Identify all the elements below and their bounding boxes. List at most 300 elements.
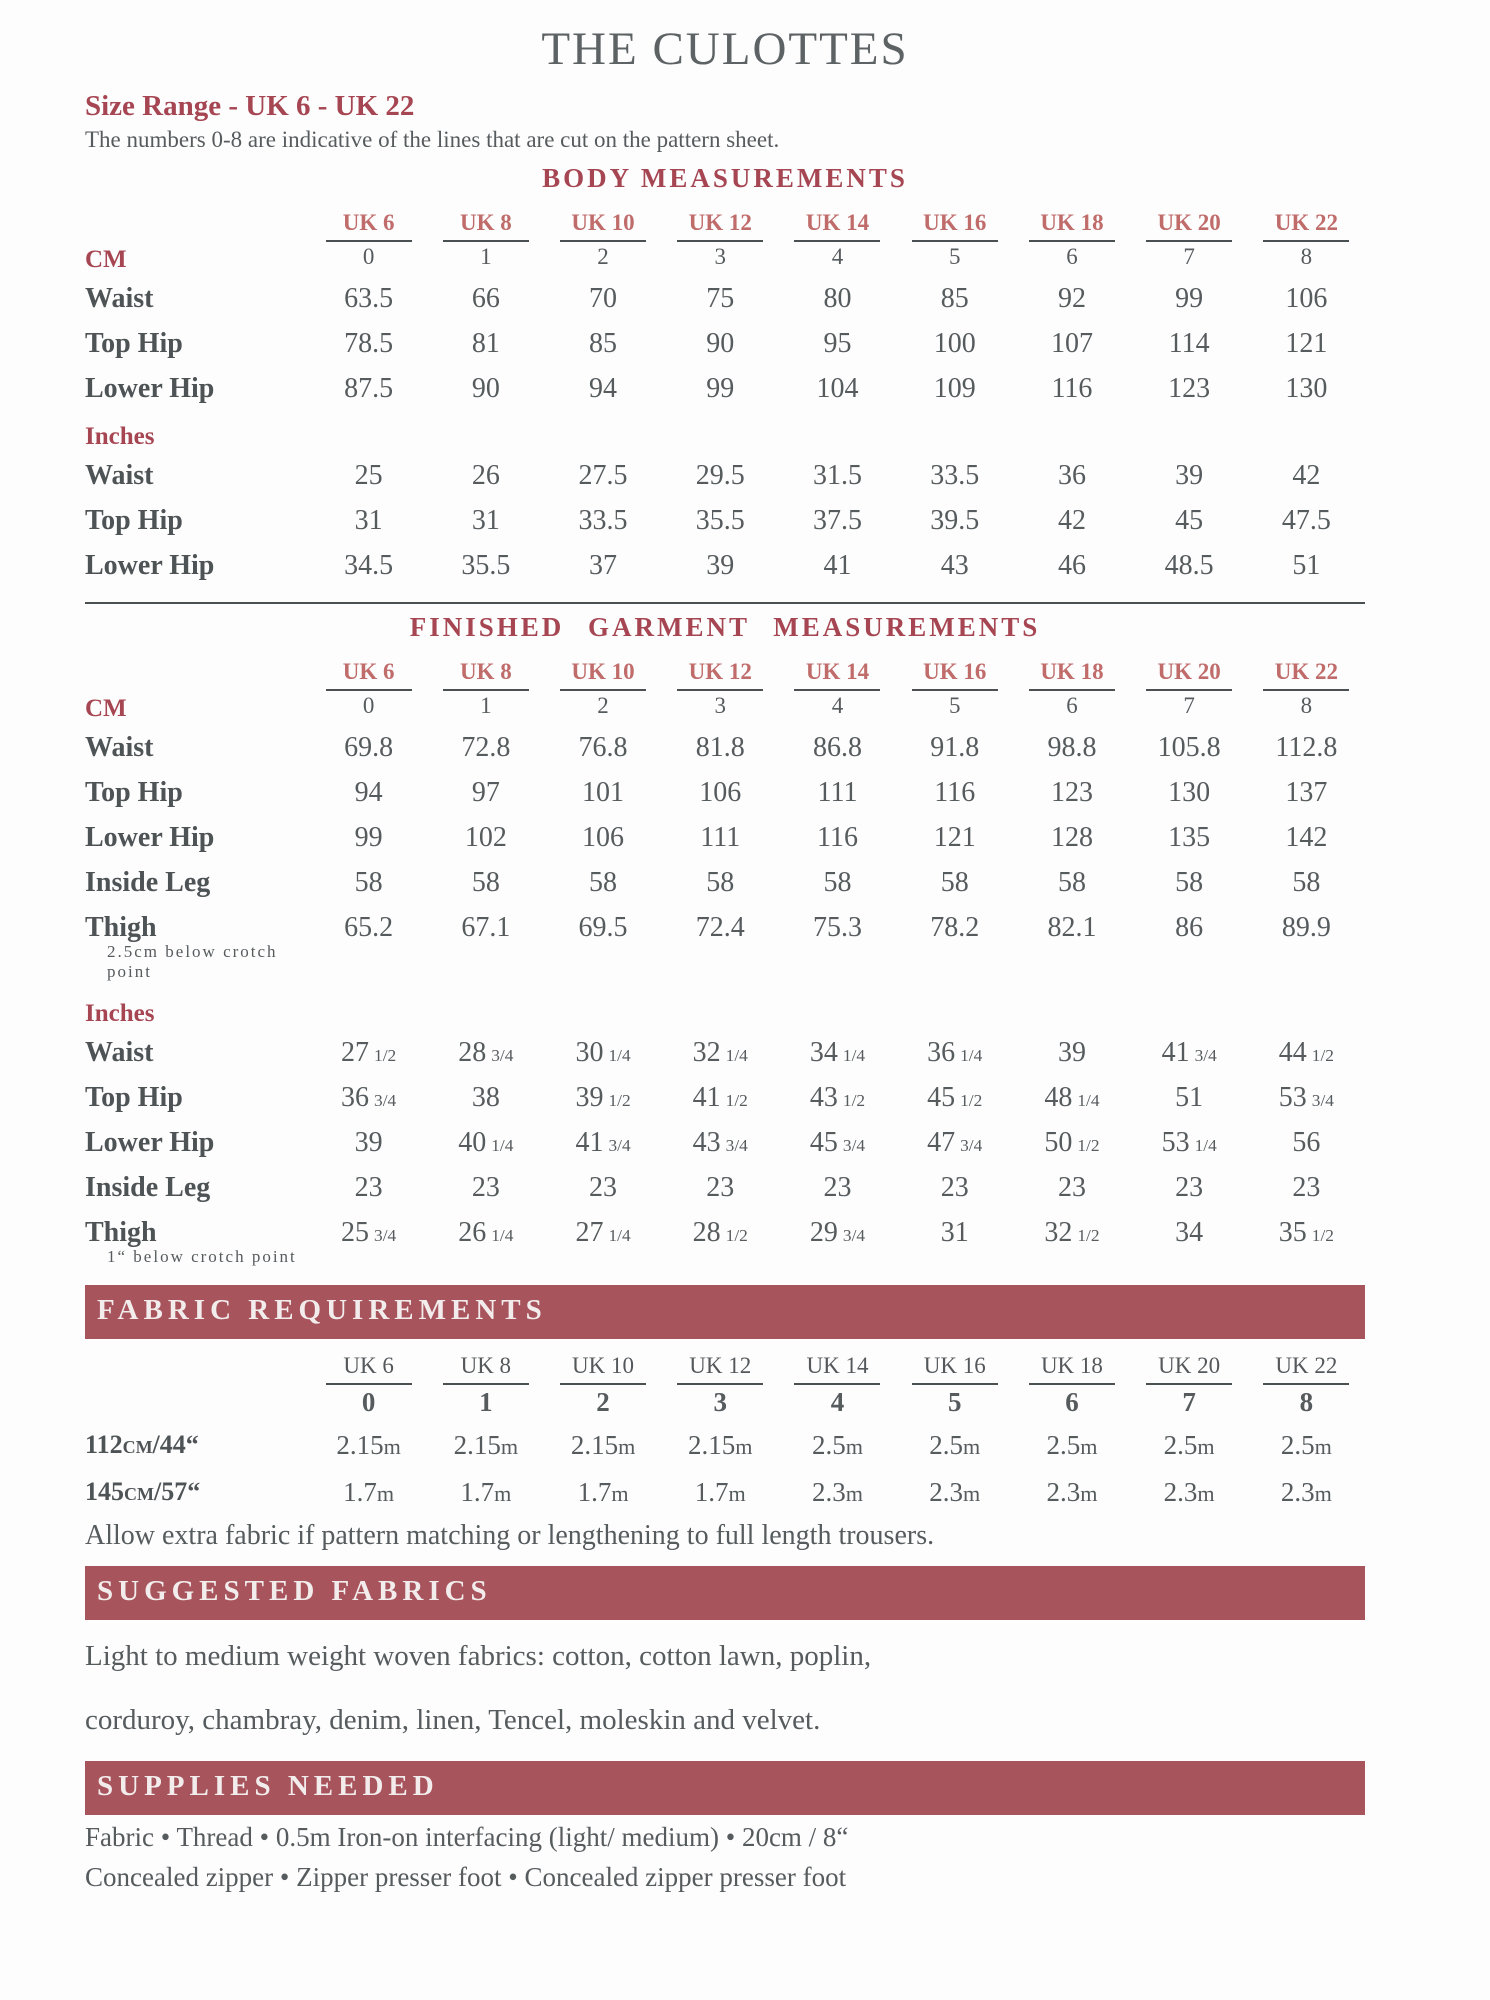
metre-unit: m [962, 1481, 981, 1506]
suggested-fabrics-banner: SUGGESTED FABRICS [85, 1566, 1365, 1620]
measurement-value: 75.3 [812, 912, 862, 943]
measurement-row-label: Inside Leg [85, 1172, 211, 1203]
row-spacer [1131, 986, 1248, 1028]
measurement-value: 23 [589, 1172, 618, 1203]
measurement-value: 85 [589, 328, 618, 359]
size-column-header: UK 10 [571, 659, 635, 684]
measurement-value: 47.5 [1281, 505, 1331, 536]
measurement-value: 2.5m [1046, 1430, 1098, 1460]
measurement-value: 85 [940, 283, 969, 314]
metre-unit: m [1314, 1434, 1332, 1459]
measurement-value: 37.5 [812, 505, 862, 536]
measurement-value: 86 [1175, 912, 1204, 943]
measurement-value: 91.8 [930, 732, 980, 763]
fraction: 3/4 [491, 1046, 514, 1065]
measurement-value: 2.15m [453, 1430, 519, 1460]
size-range-heading: Size Range - UK 6 - UK 22 [85, 90, 415, 122]
metre-unit: m [1314, 1481, 1332, 1506]
measurement-value: 26 1/4 [458, 1217, 514, 1248]
measurement-value: 39 [1057, 1037, 1086, 1068]
fabric-extra-note: Allow extra fabric if pattern matching or lengthening to full length trousers. [85, 1520, 935, 1551]
measurement-value: 2.5m [812, 1430, 863, 1460]
fraction: 1/4 [842, 1046, 866, 1065]
size-column-header: UK 22 [1274, 659, 1338, 684]
measurement-value: 41 3/4 [1161, 1037, 1217, 1068]
measurement-value: 23 [940, 1172, 969, 1203]
measurement-value: 58 [471, 867, 500, 898]
measurement-value: 23 [1057, 1172, 1086, 1203]
cut-line-number [1013, 1383, 1130, 1418]
measurement-value: 31 [940, 1217, 969, 1248]
cut-line-underline: 1 [443, 1383, 529, 1418]
cut-line-number [544, 240, 661, 274]
metre-unit: m [1197, 1434, 1215, 1459]
measurement-value: 1.7m [343, 1477, 395, 1507]
measurement-value: 2.15m [688, 1430, 753, 1460]
row-note: 1“ below crotch point [107, 1247, 297, 1266]
unit-label-cm: CM [85, 695, 127, 722]
measurement-value: 99 [354, 822, 383, 853]
unit-label-cm [85, 1383, 310, 1418]
size-column-header: UK 10 [572, 1353, 635, 1378]
measurement-value: 1.7m [460, 1477, 512, 1507]
supplies-line-1: Fabric • Thread • 0.5m Iron-on interfacing (light/ medium) • 20cm / 8“ [85, 1822, 849, 1853]
measurement-value: 97 [471, 777, 500, 808]
suggested-fabrics-line-2: corduroy, chambray, denim, linen, Tencel, moleskin and velvet. [85, 1703, 821, 1736]
measurement-value: 39 [1175, 460, 1204, 491]
measurement-row-label: Inside Leg [85, 867, 211, 898]
measurement-value: 32 1/2 [1044, 1217, 1100, 1248]
size-column-header: UK 16 [923, 659, 987, 684]
cut-line-number [1131, 240, 1248, 274]
row-spacer [662, 986, 779, 1028]
fraction: 1/2 [960, 1091, 983, 1110]
measurement-value: 36 1/4 [927, 1037, 983, 1068]
measurement-value: 116 [817, 822, 858, 853]
fraction: 1/2 [608, 1091, 631, 1110]
fraction: 1/4 [960, 1046, 983, 1065]
body-measurements-table [85, 200, 1365, 586]
cut-line-underline: 8 [1263, 689, 1349, 719]
fabric-requirements-table [85, 1343, 1365, 1512]
measurement-value: 53 3/4 [1278, 1082, 1334, 1113]
measurement-value: 114 [1168, 328, 1210, 359]
measurement-value: 23 [1292, 1172, 1321, 1203]
measurement-value: 2.3m [1046, 1477, 1098, 1507]
fraction: 1/2 [374, 1046, 397, 1065]
measurement-value: 58 [1292, 867, 1321, 898]
row-spacer [1248, 986, 1365, 1028]
measurement-value: 111 [817, 777, 858, 808]
cut-line-number [427, 689, 544, 723]
measurement-value: 130 [1168, 777, 1211, 808]
supplies-needed-banner: SUPPLIES NEEDED [85, 1761, 1365, 1815]
cut-line-underline: 4 [794, 689, 880, 719]
header-spacer [85, 200, 310, 240]
header-spacer [85, 649, 310, 689]
cut-line-underline: 5 [912, 1383, 998, 1418]
fraction: 3/4 [725, 1136, 748, 1155]
row-spacer [310, 409, 427, 451]
measurement-value: 56 [1292, 1127, 1321, 1158]
measurement-value: 2.3m [1280, 1477, 1332, 1507]
cut-line-underline: 0 [326, 1383, 412, 1418]
fraction: 1/4 [608, 1046, 631, 1065]
measurement-value: 43 1/2 [809, 1082, 866, 1113]
cut-line-number [896, 689, 1013, 723]
measurement-value: 43 [940, 550, 969, 581]
row-spacer [1248, 409, 1365, 451]
cut-line-underline: 4 [794, 1383, 880, 1418]
cut-line-underline: 7 [1146, 689, 1232, 719]
cut-line-underline: 3 [677, 240, 763, 270]
cut-line-number [779, 240, 896, 274]
cut-line-number [1013, 689, 1130, 723]
measurement-value: 38 [471, 1082, 500, 1113]
measurement-value: 51 [1175, 1082, 1204, 1113]
row-spacer [779, 409, 896, 451]
measurement-value: 66 [471, 283, 500, 314]
measurement-value: 36 [1057, 460, 1086, 491]
cut-line-underline: 5 [912, 240, 998, 270]
cut-line-underline: 7 [1146, 1383, 1232, 1418]
row-spacer [896, 986, 1013, 1028]
cut-line-underline: 2 [560, 240, 646, 270]
measurement-value: 23 [706, 1172, 735, 1203]
measurement-value: 39.5 [930, 505, 980, 536]
size-column-header: UK 16 [923, 1353, 986, 1378]
cut-line-number [427, 240, 544, 274]
unit-label-inches: Inches [85, 1000, 155, 1027]
metre-unit: m [845, 1434, 863, 1459]
cut-line-number [662, 689, 779, 723]
fraction: 3/4 [1311, 1091, 1334, 1110]
measurement-value: 41 3/4 [575, 1127, 631, 1158]
measurement-value: 90 [471, 373, 500, 404]
fraction: 1/2 [1077, 1136, 1100, 1155]
pattern-sheet-note: The numbers 0-8 are indicative of the lines that are cut on the pattern sheet. [85, 127, 780, 152]
fraction: 1/4 [608, 1226, 631, 1245]
fabric-requirements-banner: FABRIC REQUIREMENTS [85, 1285, 1365, 1339]
measurement-value: 58 [823, 867, 852, 898]
measurement-value: 1.7m [577, 1477, 629, 1507]
cut-line-underline: 7 [1146, 240, 1232, 270]
measurement-value: 39 1/2 [575, 1082, 631, 1113]
fraction: 1/4 [1077, 1091, 1100, 1110]
measurement-value: 44 1/2 [1278, 1037, 1334, 1068]
measurement-value: 89.9 [1281, 912, 1331, 943]
measurement-value: 112.8 [1275, 732, 1338, 763]
measurement-value: 2.5m [929, 1430, 981, 1460]
measurement-value: 81 [471, 328, 500, 359]
fraction: 3/4 [374, 1226, 397, 1245]
row-spacer [427, 409, 544, 451]
measurement-value: 33.5 [578, 505, 628, 536]
unit-label-inches: Inches [85, 423, 155, 450]
measurement-value: 92 [1057, 283, 1086, 314]
cut-line-number [662, 240, 779, 274]
measurement-value: 43 3/4 [692, 1127, 748, 1158]
metre-unit: m [962, 1434, 981, 1459]
cut-line-number [544, 689, 661, 723]
measurement-value: 23 [471, 1172, 500, 1203]
measurement-value: 142 [1285, 822, 1328, 853]
measurement-value: 41 [823, 550, 852, 581]
measurement-value: 50 1/2 [1044, 1127, 1100, 1158]
unit-label-cm: CM [85, 246, 127, 273]
measurement-value: 101 [582, 777, 625, 808]
fraction: 3/4 [960, 1136, 983, 1155]
measurement-value: 35 1/2 [1278, 1217, 1334, 1248]
metre-unit: m [845, 1481, 863, 1506]
measurement-row-label: Lower Hip [85, 822, 215, 853]
measurement-value: 123 [1168, 373, 1211, 404]
measurement-value: 2.15m [336, 1430, 401, 1460]
measurement-row-label: Top Hip [85, 328, 183, 359]
row-spacer [544, 409, 661, 451]
cut-line-underline: 2 [560, 689, 646, 719]
cut-line-underline: 2 [560, 1383, 646, 1418]
metre-unit: m [618, 1434, 636, 1459]
measurement-value: 87.5 [344, 373, 394, 404]
measurement-row-label: Waist [85, 1037, 154, 1068]
cut-line-underline: 0 [326, 689, 412, 719]
measurement-value: 34 1/4 [809, 1037, 866, 1068]
finished-garment-table [85, 649, 1365, 1271]
measurement-value: 48.5 [1164, 550, 1214, 581]
measurement-value: 67.1 [461, 912, 511, 943]
measurement-row-label: Waist [85, 460, 154, 491]
measurement-row-label: 112cm/44“ [85, 1430, 199, 1459]
size-column-header: UK 8 [459, 210, 512, 235]
measurement-value: 107 [1050, 328, 1093, 359]
cut-line-underline: 6 [1029, 1383, 1115, 1418]
cut-line-number [1131, 689, 1248, 723]
size-column-header: UK 6 [343, 1353, 394, 1378]
measurement-value: 116 [934, 777, 976, 808]
measurement-value: 29.5 [695, 460, 745, 491]
measurement-value: 102 [464, 822, 507, 853]
row-spacer [779, 986, 896, 1028]
measurement-value: 2.3m [929, 1477, 981, 1507]
measurement-value: 135 [1168, 822, 1211, 853]
size-column-header: UK 6 [342, 210, 395, 235]
section-divider [85, 602, 1365, 604]
cut-line-number [1248, 689, 1365, 723]
measurement-value: 45 [1175, 505, 1204, 536]
measurement-value: 94 [589, 373, 618, 404]
cut-line-number [779, 689, 896, 723]
measurement-row-label: Waist [85, 283, 154, 314]
fraction: 3/4 [1194, 1046, 1217, 1065]
measurement-value: 106 [699, 777, 742, 808]
measurement-value: 99 [1175, 283, 1204, 314]
row-spacer [896, 409, 1013, 451]
measurement-value: 2.5m [1163, 1430, 1215, 1460]
measurement-value: 28 1/2 [692, 1217, 748, 1248]
size-column-header: UK 14 [805, 659, 870, 684]
metre-unit: m [611, 1481, 629, 1506]
cut-line-underline: 8 [1263, 240, 1349, 270]
measurement-value: 75 [706, 283, 735, 314]
size-column-header: UK 10 [571, 210, 635, 235]
size-column-header: UK 18 [1040, 1353, 1103, 1378]
row-spacer [310, 986, 427, 1028]
measurement-value: 35.5 [461, 550, 511, 581]
fraction: 1/4 [491, 1136, 514, 1155]
measurement-value: 58 [706, 867, 735, 898]
cut-line-number [310, 1383, 427, 1418]
cut-line-number [662, 1383, 779, 1418]
cut-line-number [896, 240, 1013, 274]
measurement-value: 69.8 [344, 732, 394, 763]
cut-line-underline: 6 [1029, 689, 1115, 719]
measurement-value: 58 [589, 867, 618, 898]
size-column-header: UK 20 [1158, 1353, 1221, 1378]
measurement-row-label: Top Hip [85, 505, 183, 536]
measurement-value: 34.5 [344, 550, 394, 581]
measurement-value: 109 [933, 373, 976, 404]
cut-line-underline: 1 [443, 689, 529, 719]
measurement-value: 70 [589, 283, 618, 314]
cut-line-number [544, 1383, 661, 1418]
cut-line-number [1248, 240, 1365, 274]
size-column-header: UK 6 [342, 659, 395, 684]
measurement-value: 23 [823, 1172, 852, 1203]
measurement-value: 31.5 [812, 460, 862, 491]
metre-unit: m [728, 1481, 746, 1506]
measurement-row-label: 145cm/57“ [85, 1477, 201, 1506]
measurement-row-label: Thigh 1“ below crotch point [85, 1208, 310, 1271]
measurement-value: 58 [940, 867, 969, 898]
finished-garment-title: FINISHED GARMENT MEASUREMENTS [409, 612, 1041, 642]
measurement-value: 104 [816, 373, 859, 404]
cut-line-number [1013, 240, 1130, 274]
page-title: THE CULOTTES [541, 23, 909, 75]
measurement-value: 27 1/4 [575, 1217, 631, 1248]
measurement-value: 37 [589, 550, 618, 581]
measurement-value: 78.2 [930, 912, 980, 943]
measurement-value: 58 [1175, 867, 1204, 898]
measurement-value: 63.5 [344, 283, 394, 314]
measurement-value: 98.8 [1047, 732, 1097, 763]
fraction: 1/4 [725, 1046, 748, 1065]
measurement-value: 106 [582, 822, 625, 853]
measurement-value: 72.8 [461, 732, 511, 763]
measurement-value: 2.5m [1280, 1430, 1332, 1460]
measurement-value: 28 3/4 [458, 1037, 514, 1068]
cut-line-underline: 4 [794, 240, 880, 270]
size-column-header: UK 22 [1275, 1353, 1338, 1378]
size-column-header: UK 20 [1157, 210, 1221, 235]
size-column-header: UK 14 [805, 210, 870, 235]
fraction: 1/2 [842, 1091, 866, 1110]
measurement-value: 53 1/4 [1161, 1127, 1217, 1158]
measurement-value: 35.5 [695, 505, 745, 536]
measurement-value: 45 3/4 [809, 1127, 866, 1158]
size-column-header: UK 20 [1157, 659, 1221, 684]
measurement-value: 2.3m [1163, 1477, 1215, 1507]
measurement-value: 121 [933, 822, 976, 853]
header-spacer [85, 1343, 310, 1383]
measurement-value: 69.5 [578, 912, 628, 943]
metre-unit: m [1080, 1434, 1098, 1459]
cut-line-number [1248, 1383, 1365, 1418]
row-spacer [1131, 409, 1248, 451]
measurement-value: 32 1/4 [692, 1037, 748, 1068]
metre-unit: m [735, 1434, 753, 1459]
measurement-value: 1.7m [694, 1477, 746, 1507]
size-column-header: UK 8 [459, 659, 512, 684]
fraction: 1/2 [1077, 1226, 1100, 1245]
cut-line-number [896, 1383, 1013, 1418]
suggested-fabrics-line-1: Light to medium weight woven fabrics: cotton, cotton lawn, poplin, [85, 1640, 872, 1672]
size-column-header: UK 18 [1040, 210, 1104, 235]
measurement-value: 47 3/4 [927, 1127, 983, 1158]
cut-line-underline: 1 [443, 240, 529, 270]
metre-unit: m [1197, 1481, 1215, 1506]
measurement-value: 27.5 [578, 460, 628, 491]
size-column-header: UK 16 [923, 210, 987, 235]
measurement-value: 82.1 [1047, 912, 1097, 943]
fraction: 3/4 [842, 1136, 866, 1155]
measurement-value: 39 [354, 1127, 383, 1158]
metre-unit: m [1080, 1481, 1098, 1506]
cut-line-underline: 5 [912, 689, 998, 719]
metre-unit: m [383, 1434, 401, 1459]
size-column-header: UK 8 [460, 1353, 512, 1378]
measurement-value: 58 [354, 867, 383, 898]
measurement-value: 111 [700, 822, 741, 853]
row-spacer [427, 986, 544, 1028]
measurement-row-label: Top Hip [85, 1082, 183, 1113]
measurement-value: 106 [1285, 283, 1328, 314]
cut-line-number [310, 240, 427, 274]
cut-line-underline: 8 [1263, 1383, 1349, 1418]
metre-unit: m [494, 1481, 512, 1506]
measurement-value: 80 [823, 283, 852, 314]
cut-line-underline: 0 [326, 240, 412, 270]
measurement-value: 65.2 [344, 912, 394, 943]
measurement-value: 45 1/2 [927, 1082, 983, 1113]
measurement-value: 31 [354, 505, 383, 536]
body-measurements-title: BODY MEASUREMENTS [542, 163, 908, 193]
fraction: 3/4 [374, 1091, 397, 1110]
size-column-header: UK 12 [689, 1353, 752, 1378]
fraction: 1/2 [1311, 1226, 1334, 1245]
measurement-value: 46 [1057, 550, 1086, 581]
measurement-row-label: Top Hip [85, 777, 183, 808]
measurement-value: 116 [1051, 373, 1093, 404]
fraction: 1/4 [491, 1226, 514, 1245]
fraction: 1/2 [725, 1226, 748, 1245]
fraction: 1/4 [1194, 1136, 1217, 1155]
row-spacer [1013, 986, 1130, 1028]
measurement-value: 42 [1292, 460, 1321, 491]
measurement-value: 76.8 [578, 732, 628, 763]
measurement-value: 27 1/2 [341, 1037, 397, 1068]
measurement-value: 39 [706, 550, 735, 581]
measurement-value: 86.8 [812, 732, 862, 763]
measurement-value: 81.8 [695, 732, 745, 763]
measurement-row-label: Waist [85, 732, 154, 763]
size-column-header: UK 18 [1040, 659, 1104, 684]
row-spacer [662, 409, 779, 451]
measurement-value: 123 [1050, 777, 1093, 808]
measurement-value: 2.15m [570, 1430, 636, 1460]
fraction: 3/4 [842, 1226, 866, 1245]
measurement-value: 99 [706, 373, 735, 404]
